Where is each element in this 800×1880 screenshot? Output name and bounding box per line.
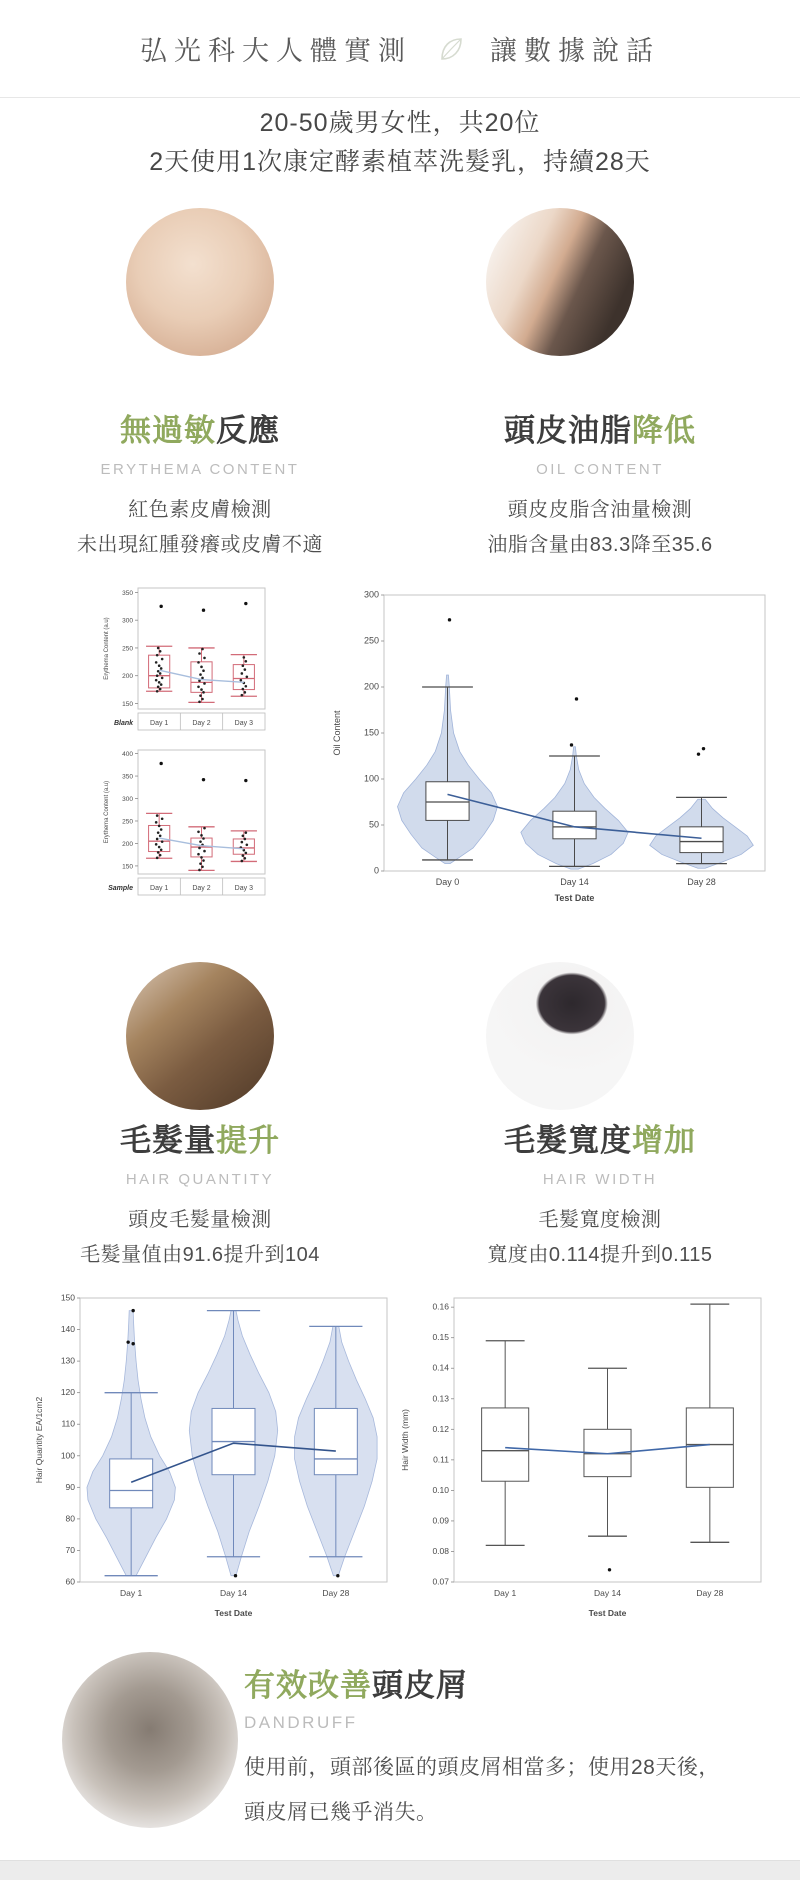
svg-text:Day 28: Day 28 [322,1588,350,1598]
section-hair-quantity [0,1115,400,1273]
title-seg: 毛髮量 [120,1123,216,1158]
title-seg: 頭皮油脂 [504,413,632,448]
hair-width-chart [398,1290,773,1622]
svg-text:Day 2: Day 2 [192,720,211,727]
section-hair-quantity-subtitle: HAIR QUANTITY [125,1171,275,1188]
header [0,0,800,98]
section-hair-width [400,1115,800,1273]
svg-text:50: 50 [368,819,379,830]
section-hair-quantity-desc-1: 頭皮毛髮量檢測 [128,1209,272,1231]
title-seg: 反應 [216,413,280,448]
svg-text:0.13: 0.13 [432,1393,449,1404]
svg-text:250: 250 [122,645,133,653]
svg-text:0.10: 0.10 [432,1484,449,1495]
svg-text:Day 14: Day 14 [594,1588,621,1598]
section-dandruff [244,1660,764,1835]
hair-quantity-chart [32,1290,397,1622]
intro-line-1: 20-50歲男女性，共20位 [259,109,541,137]
svg-text:Day 1: Day 1 [494,1588,517,1598]
section-oil [400,405,800,563]
svg-text:100: 100 [363,773,379,784]
svg-text:Blank: Blank [113,720,133,727]
svg-text:0.15: 0.15 [432,1332,449,1343]
section-hair-quantity-desc-2: 毛髮量值由91.6提升到104 [80,1244,320,1266]
svg-text:Day 0: Day 0 [435,877,460,887]
svg-text:100: 100 [60,1450,75,1461]
section-erythema [0,405,400,563]
svg-text:80: 80 [65,1513,75,1524]
section-hair-width-desc-1: 毛髮寬度檢測 [538,1209,662,1231]
svg-text:0.11: 0.11 [433,1454,449,1465]
title-seg: 無過敏 [120,413,216,448]
svg-text:400: 400 [122,751,133,759]
title-seg: 頭皮屑 [372,1668,468,1703]
section-hair-width-subtitle: HAIR WIDTH [542,1171,658,1188]
title-seg: 毛髮寬度 [504,1123,632,1158]
svg-text:350: 350 [122,773,133,781]
svg-text:Test Date: Test Date [554,893,595,903]
svg-text:0.09: 0.09 [432,1515,449,1526]
svg-text:250: 250 [122,818,133,826]
svg-text:300: 300 [122,617,133,625]
title-seg: 降低 [632,413,696,448]
svg-text:150: 150 [363,727,379,738]
svg-text:Day 1: Day 1 [120,1588,143,1598]
photo-hair-grip [126,962,274,1110]
svg-text:0.07: 0.07 [432,1576,449,1587]
oil-content-chart [330,585,775,907]
svg-text:70: 70 [65,1544,75,1555]
photo-man-head [62,1652,238,1828]
svg-text:0.16: 0.16 [432,1301,449,1312]
svg-text:150: 150 [60,1292,75,1303]
svg-text:150: 150 [122,700,133,708]
section-dandruff-desc-2: 頭皮屑已幾乎消失。 [244,1801,438,1824]
svg-text:Sample: Sample [108,885,133,892]
erythema-sample-chart [98,744,273,902]
intro [0,104,800,182]
section-dandruff-desc-1: 使用前，頭部後區的頭皮屑相當多；使用28天後， [244,1756,720,1779]
header-title-right: 讓數據說話 [490,36,660,66]
photo-ponytail [486,962,634,1110]
svg-text:Oil Content: Oil Content [332,710,342,756]
section-hair-width-desc-2: 寬度由0.114提升到0.115 [487,1244,713,1266]
section-oil-subtitle: OIL CONTENT [536,461,664,478]
svg-text:Day 3: Day 3 [234,885,253,892]
svg-text:110: 110 [61,1418,75,1429]
section-dandruff-subtitle: DANDRUFF [244,1713,358,1732]
svg-text:0.14: 0.14 [432,1362,449,1373]
svg-text:Day 2: Day 2 [192,885,211,892]
section-erythema-title [0,405,400,450]
svg-text:Day 1: Day 1 [150,720,169,727]
section-oil-desc-2: 油脂含量由83.3降至35.6 [487,534,713,556]
svg-text:Hair Width (mm): Hair Width (mm) [400,1409,410,1471]
svg-text:Test Date: Test Date [214,1608,253,1618]
section-hair-width-title [400,1115,800,1160]
section-erythema-subtitle: ERYTHEMA CONTENT [100,461,300,478]
svg-text:Hair Quantity EA/1cm2: Hair Quantity EA/1cm2 [34,1396,44,1484]
section-dandruff-title [244,1660,764,1705]
svg-text:60: 60 [65,1576,75,1587]
svg-text:Day 14: Day 14 [220,1588,247,1598]
photo-scalp-oil [486,208,634,356]
svg-text:300: 300 [363,589,379,600]
svg-text:90: 90 [65,1481,75,1492]
title-seg: 有效改善 [244,1668,372,1703]
svg-text:Test Date: Test Date [588,1608,627,1618]
svg-text:300: 300 [122,796,133,804]
svg-text:Erythema Content (a.u): Erythema Content (a.u) [104,780,110,844]
title-seg: 提升 [216,1123,280,1158]
svg-text:140: 140 [60,1324,75,1335]
svg-text:0.08: 0.08 [432,1545,449,1556]
svg-text:200: 200 [363,681,379,692]
svg-text:250: 250 [363,635,379,646]
svg-text:Day 1: Day 1 [150,885,169,892]
photo-hands [126,208,274,356]
svg-text:Day 28: Day 28 [687,877,716,887]
svg-text:150: 150 [122,863,133,871]
svg-text:200: 200 [122,840,133,848]
section-oil-title [400,405,800,450]
title-seg: 增加 [632,1123,696,1158]
svg-text:Day 28: Day 28 [696,1588,724,1598]
header-title-left: 弘光科大人體實測 [140,36,412,66]
erythema-blank-chart [98,582,273,737]
svg-text:350: 350 [122,589,133,597]
svg-text:120: 120 [60,1387,75,1398]
section-oil-desc-1: 頭皮皮脂含油量檢測 [507,499,693,521]
svg-text:0: 0 [373,865,379,876]
section-erythema-desc-1: 紅色素皮膚檢測 [128,499,272,521]
section-hair-quantity-title [0,1115,400,1160]
section-erythema-desc-2: 未出現紅腫發癢或皮膚不適 [77,534,323,556]
footer-strip [0,1860,800,1880]
svg-text:Day 3: Day 3 [234,720,253,727]
intro-line-2: 2天使用1次康定酵素植萃洗髮乳，持續28天 [149,148,651,176]
svg-text:Day 14: Day 14 [560,877,589,887]
svg-text:0.12: 0.12 [432,1423,449,1434]
svg-text:200: 200 [122,673,133,681]
svg-text:130: 130 [60,1355,75,1366]
svg-text:Erythema Content (a.u): Erythema Content (a.u) [104,617,110,680]
leaf-icon [434,32,468,66]
